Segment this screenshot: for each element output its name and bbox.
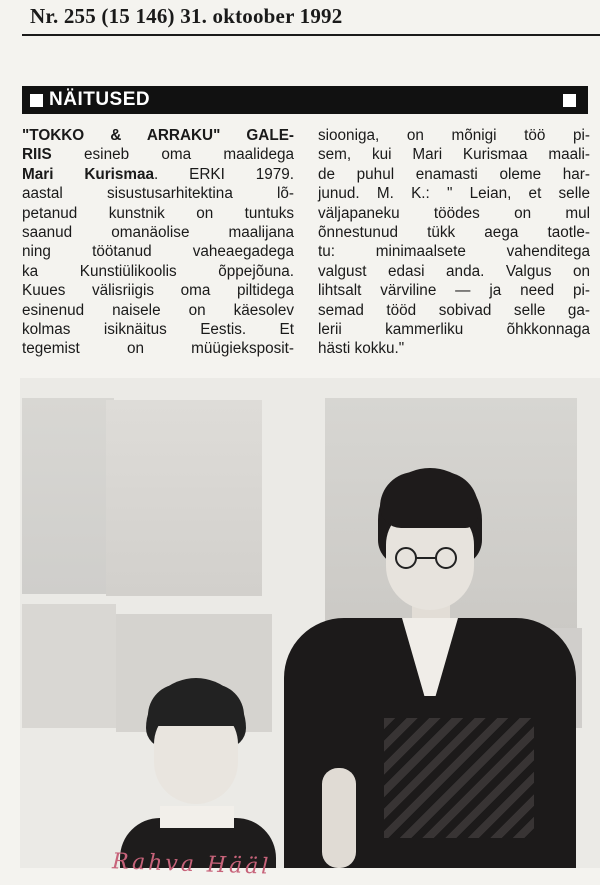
glasses-icon bbox=[386, 546, 470, 570]
woman-fringe bbox=[380, 472, 478, 528]
article-line: Kuues välisriigis oma piltidega bbox=[22, 282, 294, 300]
lead-bold-1: "TOKKO & ARRAKU" GALE- bbox=[22, 127, 294, 144]
article-line: valgust edasi anda. Valgus on bbox=[318, 262, 590, 280]
masthead: Nr. 255 (15 146) 31. oktoober 1992 bbox=[30, 4, 343, 28]
section-title: NÄITUSED bbox=[49, 89, 151, 110]
article-line: lihtsalt värviline — ja need pi- bbox=[318, 282, 590, 300]
article-column-right bbox=[318, 126, 590, 359]
square-bullet-icon bbox=[30, 94, 43, 107]
article-line: hästi kokku." bbox=[318, 340, 405, 358]
lead-rest-2: esineb oma maalidega bbox=[51, 146, 294, 164]
article-line: de puhul enamasti oleme har- bbox=[318, 165, 590, 183]
article-line: semad tööd sobivad selle ga- bbox=[318, 301, 590, 319]
handwritten-note: Rahva Hääl bbox=[111, 849, 272, 880]
painting-panel bbox=[22, 604, 116, 728]
article-line bbox=[22, 165, 294, 184]
article-line: junud. M. K.: " Leian, et selle bbox=[318, 185, 590, 203]
article-line bbox=[22, 126, 294, 145]
boy-figure bbox=[120, 678, 280, 868]
lead-bold-2: RIIS bbox=[22, 146, 52, 164]
boy-fringe bbox=[148, 684, 244, 726]
article-line: tegemist on müügieksposit- bbox=[22, 340, 294, 358]
section-header-left bbox=[30, 89, 150, 111]
article-line: ka Kunstiülikoolis õppejõuna. bbox=[22, 262, 294, 280]
masthead-rule bbox=[22, 34, 600, 36]
article-line: tu: minimaalsete vahenditega bbox=[318, 243, 590, 261]
article-line: lerii kammerliku õhkkonnaga bbox=[318, 321, 590, 339]
painting-panel bbox=[106, 400, 262, 596]
painting-panel bbox=[22, 398, 114, 594]
article-column-left bbox=[22, 126, 294, 359]
article-line bbox=[22, 145, 294, 164]
name-rest: . ERKI 1979. bbox=[154, 165, 295, 183]
article-line: petanud kunstnik on tuntuks bbox=[22, 204, 294, 222]
article-line: väljapaneku töödes on mul bbox=[318, 204, 590, 222]
square-end-icon bbox=[563, 94, 576, 107]
article-line: saanud omanäolise maalijana bbox=[22, 224, 294, 242]
article-line: õnnestunud tükk aega taotle- bbox=[318, 224, 590, 242]
boy-collar bbox=[160, 806, 234, 828]
woman-figure bbox=[280, 468, 580, 868]
article-line: esinenud naisele on käesolev bbox=[22, 301, 294, 319]
sweater-pattern bbox=[384, 718, 534, 838]
article-line: sem, kui Mari Kurismaa maali- bbox=[318, 146, 590, 164]
article-line: siooniga, on mõnigi töö pi- bbox=[318, 127, 590, 144]
article-line: kolmas isiknäitus Eestis. Et bbox=[22, 321, 294, 339]
artist-name: Mari Kurismaa bbox=[22, 165, 155, 183]
woman-hand bbox=[322, 768, 356, 868]
article-line: aastal sisustusarhitektina lõ- bbox=[22, 185, 294, 203]
section-header bbox=[22, 86, 588, 114]
exhibition-photo bbox=[20, 378, 600, 868]
article-line: ning töötanud vaheaegadega bbox=[22, 243, 294, 261]
